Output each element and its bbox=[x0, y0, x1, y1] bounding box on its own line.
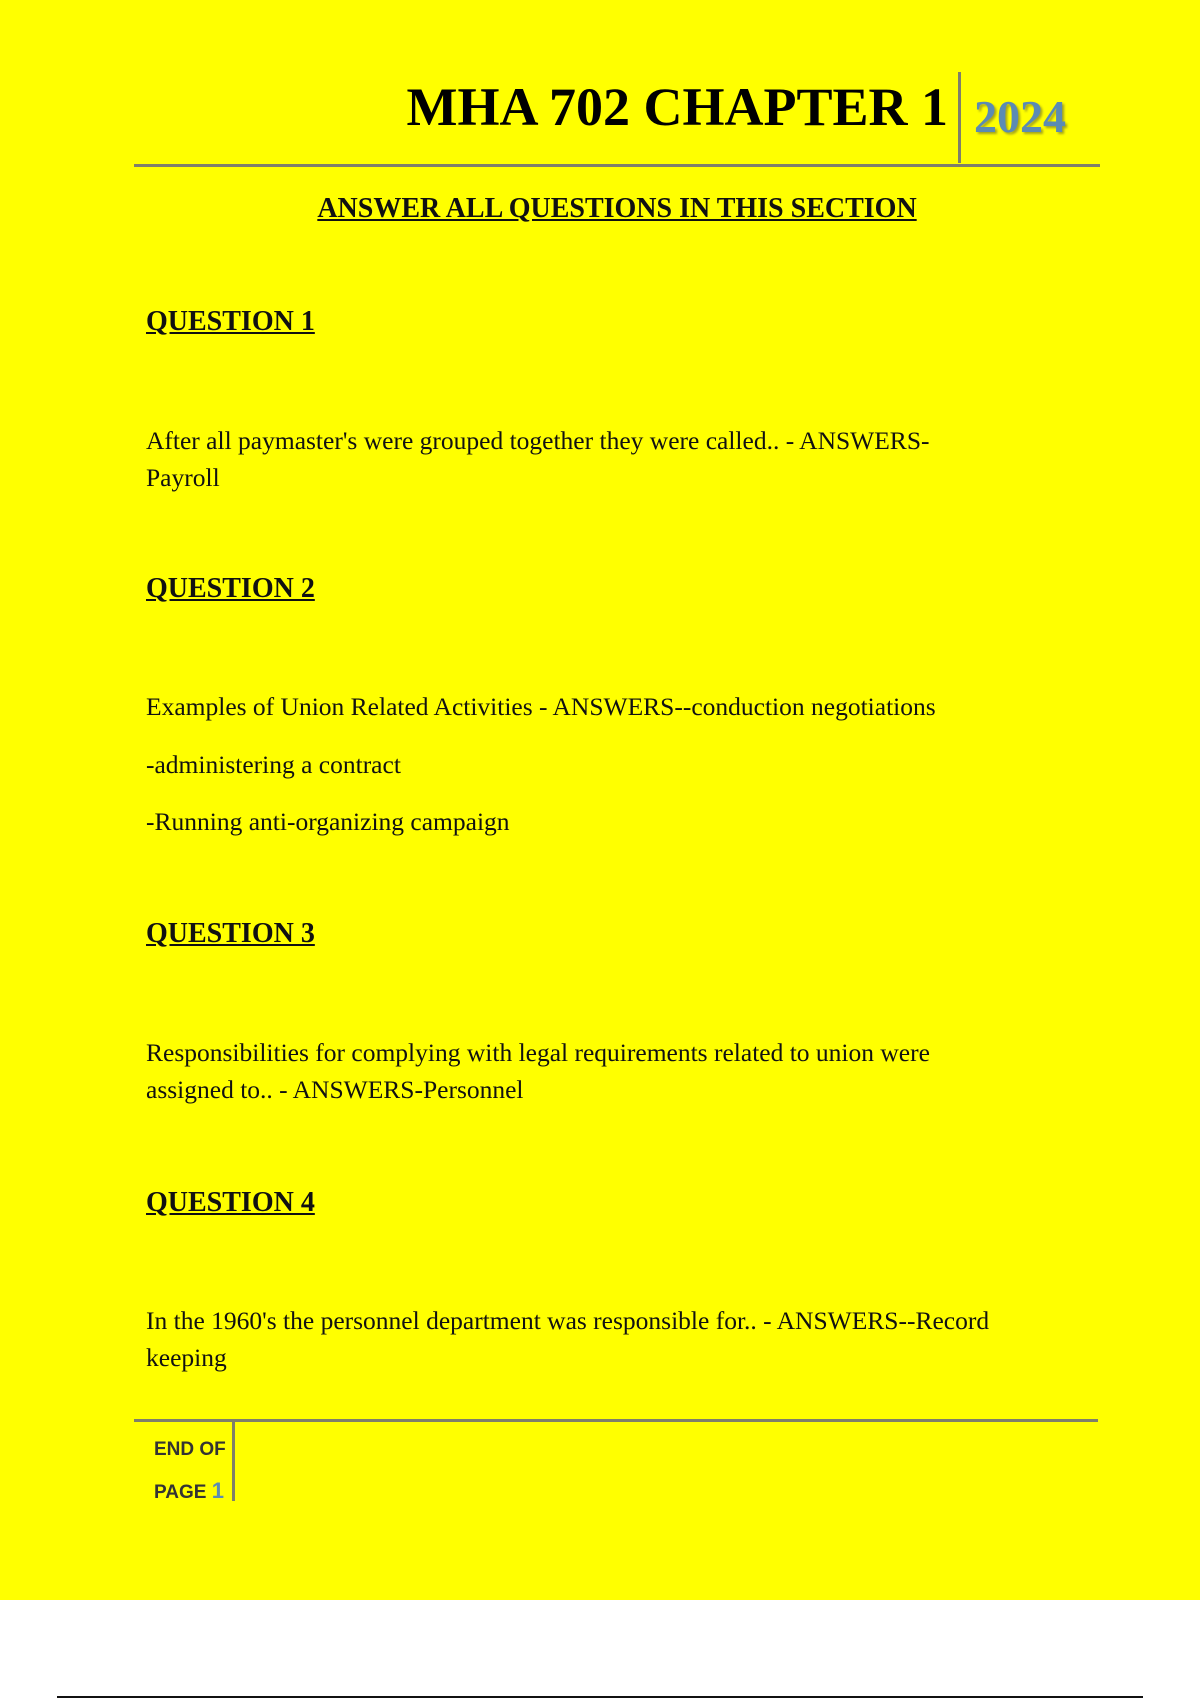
header-divider bbox=[958, 72, 961, 163]
question-2-line-2: -administering a contract bbox=[146, 750, 401, 779]
question-3-line-1: Responsibilities for complying with legal requirements related to union were bbox=[146, 1038, 930, 1067]
header-year: 2024 bbox=[974, 91, 1066, 142]
question-4-line-2: keeping bbox=[146, 1343, 227, 1372]
document-title: MHA 702 CHAPTER 1 bbox=[406, 77, 948, 137]
question-1-line-1: After all paymaster's were grouped together they were called.. - ANSWERS- bbox=[146, 426, 930, 455]
question-4-line-1: In the 1960's the personnel department was responsible for.. - ANSWERS--Record bbox=[146, 1306, 990, 1335]
question-4-heading: QUESTION 4 bbox=[146, 1187, 315, 1218]
question-3-heading: QUESTION 3 bbox=[146, 918, 315, 949]
question-2-heading: QUESTION 2 bbox=[146, 573, 315, 604]
section-instruction: ANSWER ALL QUESTIONS IN THIS SECTION bbox=[317, 193, 917, 224]
footer-divider bbox=[232, 1422, 235, 1501]
footer-page-label bbox=[154, 1480, 224, 1502]
question-1-heading: QUESTION 1 bbox=[146, 306, 315, 337]
page-header bbox=[134, 72, 1100, 167]
footer-page-number: 1 bbox=[211, 1478, 224, 1503]
footer-page-text: PAGE bbox=[154, 1482, 207, 1503]
question-4-text bbox=[146, 1302, 1096, 1376]
footer-end-of: END OF bbox=[154, 1439, 226, 1460]
question-2-line-1: Examples of Union Related Activities - ANSWERS--conduction negotiations bbox=[146, 692, 936, 721]
question-2-line-3: -Running anti-organizing campaign bbox=[146, 807, 510, 836]
question-1-line-2: Payroll bbox=[146, 463, 220, 492]
question-3-text bbox=[146, 1034, 1096, 1108]
bottom-rule bbox=[57, 1696, 1143, 1698]
question-1-text bbox=[146, 422, 1096, 496]
question-3-line-2: assigned to.. - ANSWERS-Personnel bbox=[146, 1075, 524, 1104]
page-footer bbox=[134, 1419, 1098, 1502]
